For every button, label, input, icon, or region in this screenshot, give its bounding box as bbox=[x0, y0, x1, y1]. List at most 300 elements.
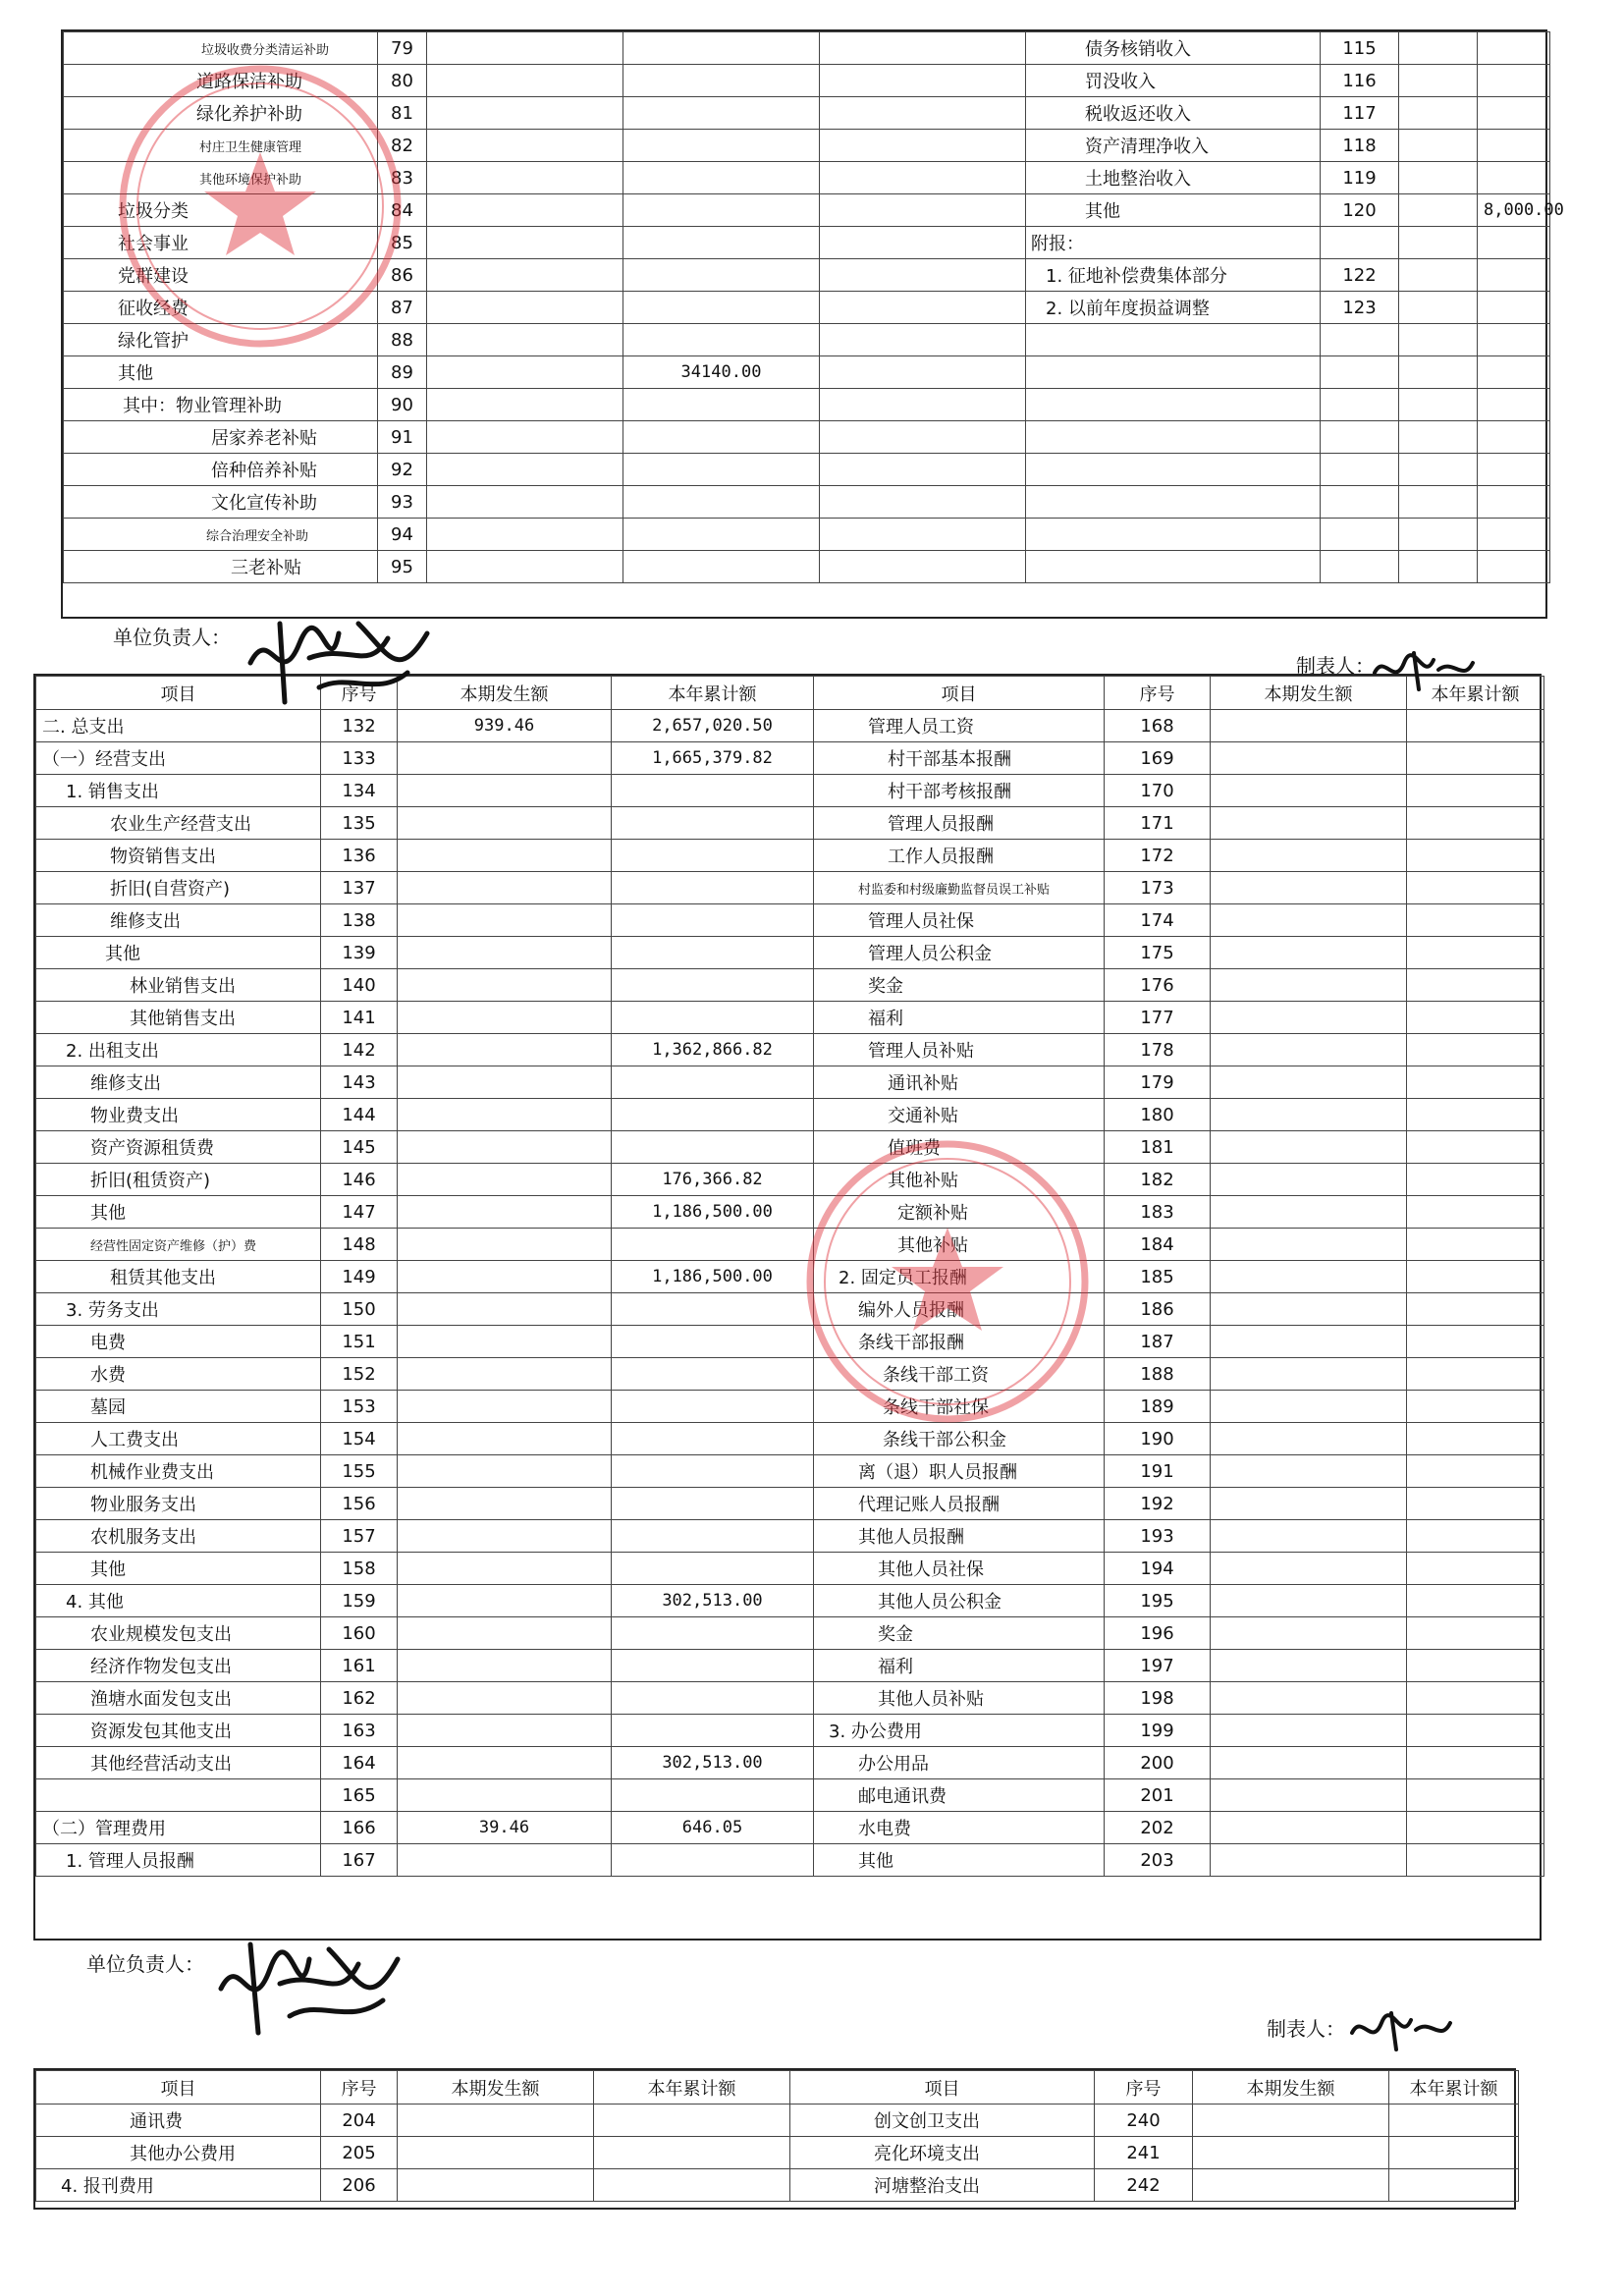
row-ytd-right bbox=[1407, 710, 1544, 742]
row-ytd-right bbox=[1407, 904, 1544, 937]
table-row bbox=[64, 259, 1550, 292]
row-spacer bbox=[820, 551, 1026, 583]
row-ytd-right bbox=[1407, 1099, 1544, 1131]
table-row bbox=[64, 486, 1550, 519]
row-empty bbox=[427, 162, 623, 194]
row-seq: 205 bbox=[321, 2137, 398, 2169]
row-empty bbox=[427, 519, 623, 551]
row-seq: 165 bbox=[321, 1779, 398, 1812]
row-period-right bbox=[1211, 937, 1407, 969]
row-seq: 81 bbox=[378, 97, 427, 130]
row-period-right bbox=[1211, 710, 1407, 742]
table-row bbox=[36, 840, 1544, 872]
row-seq: 167 bbox=[321, 1844, 398, 1877]
row-label: 经营性固定资产维修（护）费 bbox=[36, 1229, 321, 1261]
table-row bbox=[36, 2137, 1519, 2169]
row-seq-right: 175 bbox=[1105, 937, 1211, 969]
row-seq: 87 bbox=[378, 292, 427, 324]
unit-head-signature-1 bbox=[241, 604, 437, 712]
row-seq: 85 bbox=[378, 227, 427, 259]
row-period bbox=[398, 1131, 612, 1164]
row-ytd bbox=[612, 840, 814, 872]
row-seq: 82 bbox=[378, 130, 427, 162]
row-amount bbox=[623, 324, 820, 356]
row-seq-right bbox=[1321, 519, 1399, 551]
row-label: 1. 销售支出 bbox=[36, 775, 321, 807]
row-label-right: 代理记账人员报酬 bbox=[814, 1488, 1105, 1520]
row-amount bbox=[623, 292, 820, 324]
row-label: 其他 bbox=[36, 1553, 321, 1585]
row-ytd-right bbox=[1389, 2169, 1519, 2202]
row-label: 渔塘水面发包支出 bbox=[36, 1682, 321, 1715]
row-label: 农业生产经营支出 bbox=[36, 807, 321, 840]
row-seq-right: 170 bbox=[1105, 775, 1211, 807]
row-ytd-right bbox=[1478, 97, 1550, 130]
row-period-right bbox=[1211, 1131, 1407, 1164]
row-period-right bbox=[1211, 1682, 1407, 1715]
row-ytd bbox=[594, 2137, 790, 2169]
row-seq-right bbox=[1321, 324, 1399, 356]
header-seq-right: 序号 bbox=[1105, 677, 1211, 710]
row-ytd-right bbox=[1478, 551, 1550, 583]
row-label: 居家养老补贴 bbox=[64, 421, 378, 454]
row-label: 物资销售支出 bbox=[36, 840, 321, 872]
row-period-right bbox=[1211, 1553, 1407, 1585]
header-period: 本期发生额 bbox=[398, 677, 612, 710]
row-spacer bbox=[820, 454, 1026, 486]
row-period-right bbox=[1399, 421, 1478, 454]
row-empty bbox=[427, 292, 623, 324]
unit-head-signature-2 bbox=[211, 1930, 407, 2038]
row-period-right bbox=[1399, 65, 1478, 97]
row-label-right: 资产清理净收入 bbox=[1026, 130, 1321, 162]
row-ytd bbox=[612, 1066, 814, 1099]
row-seq-right: 241 bbox=[1095, 2137, 1193, 2169]
row-seq-right bbox=[1321, 454, 1399, 486]
row-seq-right: 201 bbox=[1105, 1779, 1211, 1812]
row-label-right: 奖金 bbox=[814, 1617, 1105, 1650]
row-amount bbox=[623, 227, 820, 259]
row-label: 其他销售支出 bbox=[36, 1002, 321, 1034]
row-period bbox=[398, 1779, 612, 1812]
row-ytd-right bbox=[1478, 421, 1550, 454]
row-period-right bbox=[1211, 1002, 1407, 1034]
row-period-right bbox=[1211, 1391, 1407, 1423]
header-item-3: 项目 bbox=[36, 2071, 321, 2105]
row-label: 机械作业费支出 bbox=[36, 1455, 321, 1488]
row-label: 墓园 bbox=[36, 1391, 321, 1423]
row-label: 维修支出 bbox=[36, 904, 321, 937]
row-label-right: 其他人员补贴 bbox=[814, 1682, 1105, 1715]
row-period-right bbox=[1211, 1099, 1407, 1131]
row-ytd: 1,186,500.00 bbox=[612, 1196, 814, 1229]
row-seq-right: 242 bbox=[1095, 2169, 1193, 2202]
header-seq: 序号 bbox=[321, 677, 398, 710]
row-ytd-right bbox=[1407, 1229, 1544, 1261]
row-label: 二. 总支出 bbox=[36, 710, 321, 742]
table-row bbox=[64, 324, 1550, 356]
row-label: 其中：物业管理补助 bbox=[64, 389, 378, 421]
row-label-right: 水电费 bbox=[814, 1812, 1105, 1844]
header-ytd-3: 本年累计额 bbox=[594, 2071, 790, 2105]
row-spacer bbox=[820, 486, 1026, 519]
row-label: （一）经营支出 bbox=[36, 742, 321, 775]
table-row bbox=[36, 1326, 1544, 1358]
row-ytd bbox=[612, 1779, 814, 1812]
row-label: 其他环境保护补助 bbox=[64, 162, 378, 194]
row-seq: 161 bbox=[321, 1650, 398, 1682]
table-row bbox=[36, 2169, 1519, 2202]
row-seq: 137 bbox=[321, 872, 398, 904]
row-period-right bbox=[1193, 2105, 1389, 2137]
row-period-right bbox=[1399, 519, 1478, 551]
row-seq-right: 200 bbox=[1105, 1747, 1211, 1779]
row-seq: 133 bbox=[321, 742, 398, 775]
table-row bbox=[64, 389, 1550, 421]
row-amount bbox=[623, 519, 820, 551]
row-ytd: 302,513.00 bbox=[612, 1747, 814, 1779]
row-label-right: 交通补贴 bbox=[814, 1099, 1105, 1131]
row-period bbox=[398, 1391, 612, 1423]
row-ytd bbox=[612, 1358, 814, 1391]
table-row bbox=[36, 937, 1544, 969]
row-ytd bbox=[612, 1455, 814, 1488]
table-row bbox=[36, 1553, 1544, 1585]
row-seq: 90 bbox=[378, 389, 427, 421]
row-ytd-right bbox=[1407, 1423, 1544, 1455]
row-ytd-right bbox=[1407, 840, 1544, 872]
row-ytd-right bbox=[1407, 807, 1544, 840]
table-row bbox=[36, 872, 1544, 904]
table-row bbox=[64, 97, 1550, 130]
table-row bbox=[36, 1715, 1544, 1747]
row-label-right bbox=[1026, 421, 1321, 454]
row-seq-right: 191 bbox=[1105, 1455, 1211, 1488]
row-period-right bbox=[1211, 1358, 1407, 1391]
row-label-right: 其他补贴 bbox=[814, 1164, 1105, 1196]
table-row bbox=[64, 32, 1550, 65]
table-row bbox=[64, 519, 1550, 551]
row-period-right bbox=[1211, 1034, 1407, 1066]
row-ytd-right bbox=[1407, 1066, 1544, 1099]
row-amount bbox=[623, 389, 820, 421]
row-period-right bbox=[1193, 2169, 1389, 2202]
row-seq-right: 115 bbox=[1321, 32, 1399, 65]
row-ytd-right bbox=[1478, 162, 1550, 194]
row-label: 2. 出租支出 bbox=[36, 1034, 321, 1066]
row-ytd-right bbox=[1407, 1844, 1544, 1877]
table-row bbox=[36, 775, 1544, 807]
table-row bbox=[36, 1779, 1544, 1812]
row-period bbox=[398, 1650, 612, 1682]
row-ytd-right bbox=[1478, 454, 1550, 486]
row-ytd-right bbox=[1407, 1131, 1544, 1164]
row-ytd bbox=[612, 1423, 814, 1455]
row-spacer bbox=[820, 194, 1026, 227]
row-ytd bbox=[612, 1488, 814, 1520]
row-seq-right: 186 bbox=[1105, 1293, 1211, 1326]
row-period bbox=[398, 872, 612, 904]
row-ytd bbox=[612, 1002, 814, 1034]
row-ytd-right bbox=[1478, 292, 1550, 324]
row-ytd bbox=[612, 1844, 814, 1877]
row-seq-right bbox=[1321, 356, 1399, 389]
row-label-right: 附报： bbox=[1026, 227, 1321, 259]
row-spacer bbox=[820, 97, 1026, 130]
row-period-right bbox=[1211, 1488, 1407, 1520]
row-empty bbox=[427, 421, 623, 454]
row-amount bbox=[623, 194, 820, 227]
row-spacer bbox=[820, 324, 1026, 356]
table-row bbox=[36, 807, 1544, 840]
row-ytd-right bbox=[1478, 486, 1550, 519]
row-seq-right: 122 bbox=[1321, 259, 1399, 292]
row-period-right bbox=[1399, 389, 1478, 421]
row-ytd bbox=[594, 2169, 790, 2202]
row-period: 39.46 bbox=[398, 1812, 612, 1844]
row-seq-right: 190 bbox=[1105, 1423, 1211, 1455]
row-spacer bbox=[820, 356, 1026, 389]
row-empty bbox=[427, 194, 623, 227]
row-ytd-right bbox=[1407, 1293, 1544, 1326]
row-seq: 135 bbox=[321, 807, 398, 840]
row-seq: 146 bbox=[321, 1164, 398, 1196]
row-seq: 158 bbox=[321, 1553, 398, 1585]
table-row bbox=[36, 1455, 1544, 1488]
row-period bbox=[398, 1715, 612, 1747]
row-period-right bbox=[1399, 292, 1478, 324]
row-period-right bbox=[1399, 32, 1478, 65]
row-label-right: 村干部基本报酬 bbox=[814, 742, 1105, 775]
row-ytd: 1,186,500.00 bbox=[612, 1261, 814, 1293]
row-period bbox=[398, 1423, 612, 1455]
row-period-right bbox=[1193, 2137, 1389, 2169]
row-seq: 136 bbox=[321, 840, 398, 872]
row-seq: 92 bbox=[378, 454, 427, 486]
expense-ledger-table bbox=[33, 674, 1542, 1941]
table-row bbox=[36, 969, 1544, 1002]
row-seq-right: 172 bbox=[1105, 840, 1211, 872]
row-period-right bbox=[1399, 356, 1478, 389]
row-ytd-right bbox=[1407, 1747, 1544, 1779]
row-seq-right: 181 bbox=[1105, 1131, 1211, 1164]
row-label-right: 其他补贴 bbox=[814, 1229, 1105, 1261]
row-label-right: 值班费 bbox=[814, 1131, 1105, 1164]
row-label: 农机服务支出 bbox=[36, 1520, 321, 1553]
row-period bbox=[398, 969, 612, 1002]
row-ytd: 176,366.82 bbox=[612, 1164, 814, 1196]
expense-table-grid bbox=[35, 676, 1544, 1877]
row-period-right bbox=[1211, 1779, 1407, 1812]
row-empty bbox=[427, 259, 623, 292]
row-ytd-right bbox=[1407, 1553, 1544, 1585]
table-row bbox=[36, 1358, 1544, 1391]
row-seq-right: 178 bbox=[1105, 1034, 1211, 1066]
row-period-right bbox=[1399, 324, 1478, 356]
row-label: 租赁其他支出 bbox=[36, 1261, 321, 1293]
row-amount bbox=[623, 259, 820, 292]
row-seq: 206 bbox=[321, 2169, 398, 2202]
row-seq-right bbox=[1321, 227, 1399, 259]
table-row bbox=[36, 1423, 1544, 1455]
row-label-right: 工作人员报酬 bbox=[814, 840, 1105, 872]
row-label-right: 条线干部报酬 bbox=[814, 1326, 1105, 1358]
row-label: 社会事业 bbox=[64, 227, 378, 259]
row-empty bbox=[427, 130, 623, 162]
row-seq-right: 193 bbox=[1105, 1520, 1211, 1553]
row-ytd-right bbox=[1478, 389, 1550, 421]
row-seq-right: 189 bbox=[1105, 1391, 1211, 1423]
row-ytd-right bbox=[1478, 65, 1550, 97]
row-label-right: 编外人员报酬 bbox=[814, 1293, 1105, 1326]
row-period bbox=[398, 775, 612, 807]
row-period-right bbox=[1211, 904, 1407, 937]
row-seq: 86 bbox=[378, 259, 427, 292]
row-period-right bbox=[1399, 454, 1478, 486]
row-seq-right: 202 bbox=[1105, 1812, 1211, 1844]
row-seq-right: 176 bbox=[1105, 969, 1211, 1002]
row-label-right: 管理人员报酬 bbox=[814, 807, 1105, 840]
row-ytd bbox=[612, 1682, 814, 1715]
row-label-right: 村监委和村级廉勤监督员误工补贴 bbox=[814, 872, 1105, 904]
row-period bbox=[398, 1229, 612, 1261]
row-ytd-right bbox=[1389, 2137, 1519, 2169]
row-seq: 95 bbox=[378, 551, 427, 583]
row-label: 人工费支出 bbox=[36, 1423, 321, 1455]
row-spacer bbox=[820, 421, 1026, 454]
row-ytd-right bbox=[1407, 775, 1544, 807]
row-label-right: 通讯补贴 bbox=[814, 1066, 1105, 1099]
row-period bbox=[398, 2137, 594, 2169]
row-empty bbox=[427, 32, 623, 65]
row-ytd bbox=[612, 1229, 814, 1261]
row-period bbox=[398, 1747, 612, 1779]
row-label: 折旧(自营资产) bbox=[36, 872, 321, 904]
row-ytd-right bbox=[1478, 324, 1550, 356]
row-seq: 143 bbox=[321, 1066, 398, 1099]
row-period bbox=[398, 1034, 612, 1066]
row-ytd-right bbox=[1407, 1164, 1544, 1196]
row-ytd-right bbox=[1407, 1196, 1544, 1229]
row-ytd: 302,513.00 bbox=[612, 1585, 814, 1617]
row-seq: 138 bbox=[321, 904, 398, 937]
row-spacer bbox=[820, 130, 1026, 162]
row-ytd: 1,362,866.82 bbox=[612, 1034, 814, 1066]
row-seq: 145 bbox=[321, 1131, 398, 1164]
row-label: 物业服务支出 bbox=[36, 1488, 321, 1520]
row-period bbox=[398, 1164, 612, 1196]
row-label-right bbox=[1026, 486, 1321, 519]
row-spacer bbox=[820, 519, 1026, 551]
row-ytd-right bbox=[1407, 969, 1544, 1002]
row-period-right bbox=[1211, 1164, 1407, 1196]
row-period-right bbox=[1399, 227, 1478, 259]
row-seq-right: 116 bbox=[1321, 65, 1399, 97]
row-label: 其他 bbox=[64, 356, 378, 389]
row-seq: 132 bbox=[321, 710, 398, 742]
row-period bbox=[398, 2105, 594, 2137]
row-seq-right: 123 bbox=[1321, 292, 1399, 324]
row-seq-right: 240 bbox=[1095, 2105, 1193, 2137]
row-ytd-right bbox=[1407, 1261, 1544, 1293]
row-label-right bbox=[1026, 454, 1321, 486]
preparer-label-1: 制表人： bbox=[1296, 654, 1375, 678]
row-period-right bbox=[1211, 1066, 1407, 1099]
row-seq: 147 bbox=[321, 1196, 398, 1229]
table-row bbox=[36, 1391, 1544, 1423]
row-ytd-right bbox=[1407, 872, 1544, 904]
row-label-right: 离（退）职人员报酬 bbox=[814, 1455, 1105, 1488]
preparer-signature-2 bbox=[1347, 2008, 1455, 2052]
row-period-right bbox=[1211, 1455, 1407, 1488]
row-spacer bbox=[820, 65, 1026, 97]
row-ytd bbox=[612, 1617, 814, 1650]
row-label: 倍种倍养补贴 bbox=[64, 454, 378, 486]
office-header-row bbox=[36, 2071, 1519, 2105]
row-seq: 159 bbox=[321, 1585, 398, 1617]
table-row bbox=[64, 454, 1550, 486]
row-label: 农业规模发包支出 bbox=[36, 1617, 321, 1650]
row-spacer bbox=[820, 227, 1026, 259]
row-ytd-right bbox=[1407, 1585, 1544, 1617]
header-ytd: 本年累计额 bbox=[612, 677, 814, 710]
office-expense-table bbox=[33, 2068, 1516, 2210]
row-ytd bbox=[612, 1650, 814, 1682]
row-label-right: 条线干部工资 bbox=[814, 1358, 1105, 1391]
row-label-right: 奖金 bbox=[814, 969, 1105, 1002]
row-seq-right: 118 bbox=[1321, 130, 1399, 162]
row-period-right bbox=[1211, 1650, 1407, 1682]
row-ytd bbox=[612, 872, 814, 904]
row-ytd bbox=[612, 775, 814, 807]
header-seq-3: 序号 bbox=[321, 2071, 398, 2105]
row-seq: 152 bbox=[321, 1358, 398, 1391]
row-ytd-right bbox=[1407, 1358, 1544, 1391]
row-period bbox=[398, 1261, 612, 1293]
row-ytd bbox=[612, 1715, 814, 1747]
row-ytd bbox=[594, 2105, 790, 2137]
table-row bbox=[36, 710, 1544, 742]
row-period-right bbox=[1211, 1747, 1407, 1779]
row-period bbox=[398, 1326, 612, 1358]
row-ytd-right bbox=[1407, 1617, 1544, 1650]
table-row bbox=[36, 1164, 1544, 1196]
row-seq: 91 bbox=[378, 421, 427, 454]
row-seq-right: 173 bbox=[1105, 872, 1211, 904]
row-label-right: 2. 以前年度损益调整 bbox=[1026, 292, 1321, 324]
row-ytd bbox=[612, 1553, 814, 1585]
row-seq: 140 bbox=[321, 969, 398, 1002]
row-empty bbox=[427, 356, 623, 389]
row-amount bbox=[623, 454, 820, 486]
row-seq: 79 bbox=[378, 32, 427, 65]
row-seq-right: 197 bbox=[1105, 1650, 1211, 1682]
table-row bbox=[36, 1488, 1544, 1520]
row-empty bbox=[427, 324, 623, 356]
row-seq: 149 bbox=[321, 1261, 398, 1293]
row-period bbox=[398, 1455, 612, 1488]
table-row bbox=[36, 1261, 1544, 1293]
table-row bbox=[64, 130, 1550, 162]
row-label: 三老补贴 bbox=[64, 551, 378, 583]
row-empty bbox=[427, 486, 623, 519]
table-row bbox=[64, 162, 1550, 194]
table-row bbox=[36, 1650, 1544, 1682]
row-spacer bbox=[820, 259, 1026, 292]
table-row bbox=[36, 1099, 1544, 1131]
row-amount bbox=[623, 162, 820, 194]
row-label: 其他办公费用 bbox=[36, 2137, 321, 2169]
